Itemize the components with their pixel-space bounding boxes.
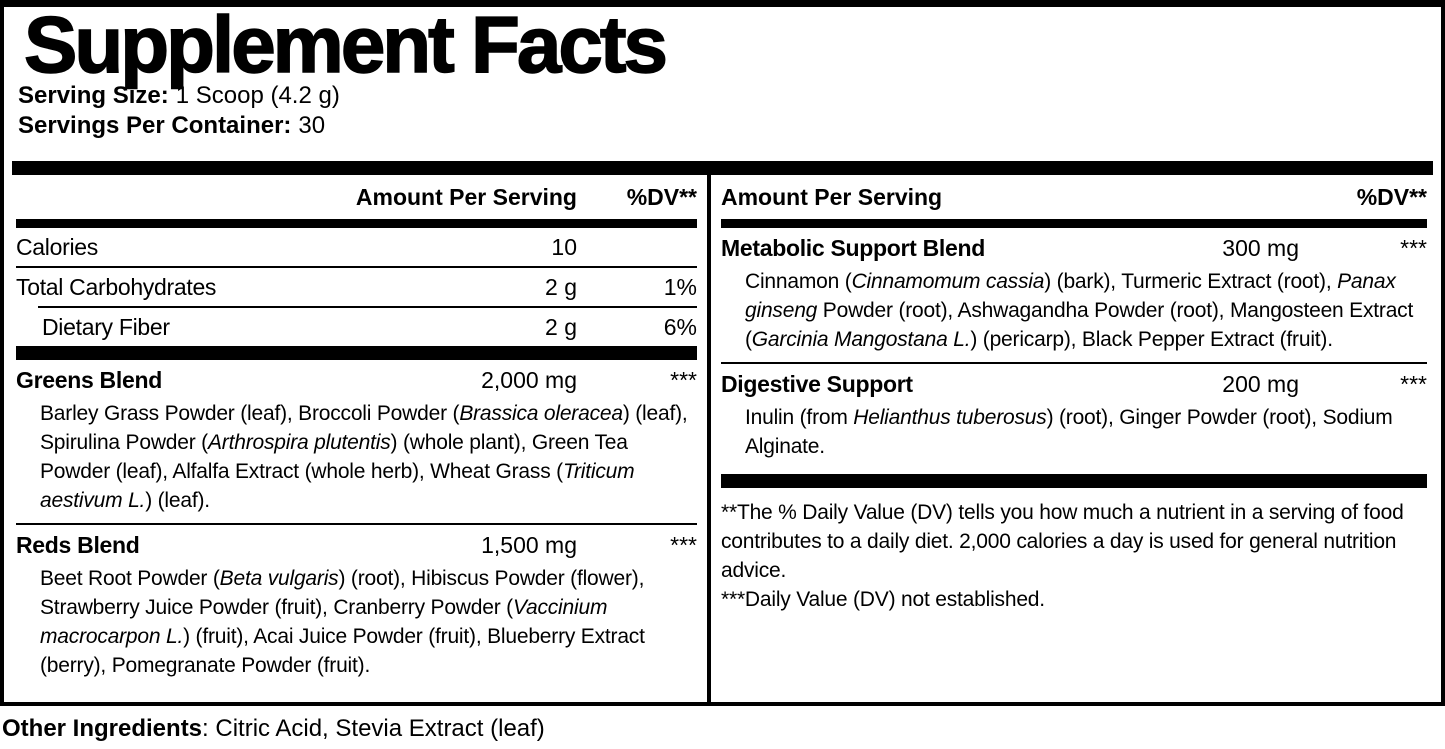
nutrient-amount: 2 g <box>545 313 577 340</box>
column-header-left <box>16 175 697 219</box>
blend-name: Metabolic Support Blend <box>721 234 985 261</box>
blend-ingredients-metabolic: Cinnamon (Cinnamomum cassia) (bark), Turmeric Extract (root), Panax ginseng Powder (root), Ashwagandha Powder (root), Mangosteen Extract (Garcinia Mangostana L.) (pericarp), Black Pepper Extract (fruit). <box>745 270 1414 351</box>
row-divider <box>16 523 697 525</box>
amount-per-serving-header: Amount Per Serving <box>355 183 577 210</box>
blend-row-digestive-support <box>721 366 1427 402</box>
row-divider <box>721 362 1427 364</box>
dv-header: %DV** <box>626 183 697 210</box>
serving-size-label: Serving Size: <box>18 82 169 109</box>
nutrient-name: Total Carbohydrates <box>16 273 217 300</box>
blend-ingredients-reds: Beet Root Powder (Beta vulgaris) (root), Hibiscus Powder (flower), Strawberry Juice Powder (fruit), Cranberry Powder (Vaccinium macrocarpon L.) (fruit), Acai Juice Powder (fruit), Blueberry Extract (berry), Pomegranate Powder (fruit). <box>40 567 645 677</box>
table-row-dietary-fiber <box>16 308 697 346</box>
dv-footnote-daily-value: **The % Daily Value (DV) tells you how much a nutrient in a serving of food contributes to a daily diet. 2,000 calories a day is used for general nutrition advice. <box>721 501 1404 582</box>
nutrient-dv: 1% <box>663 273 697 300</box>
dv-footnote <box>721 498 1427 614</box>
column-header-right <box>721 175 1427 219</box>
thick-divider-bar-mid-left <box>16 346 697 360</box>
nutrient-amount: 10 <box>551 233 577 260</box>
dv-footnote-not-established: ***Daily Value (DV) not established. <box>721 588 1045 611</box>
blend-row-metabolic-support <box>721 230 1427 266</box>
blend-name: Digestive Support <box>721 370 913 397</box>
thick-divider-bar-top <box>12 161 1433 175</box>
facts-table <box>12 175 1433 702</box>
nutrient-name: Calories <box>16 233 98 260</box>
table-row-total-carbohydrates <box>16 268 697 306</box>
blend-amount: 300 mg <box>1222 234 1299 261</box>
other-ingredients-label: Other Ingredients <box>2 715 203 742</box>
blend-ingredients-digestive: Inulin (from Helianthus tuberosus) (root), Ginger Powder (root), Sodium Alginate. <box>745 406 1393 458</box>
blend-dv: *** <box>670 531 697 558</box>
blend-name: Greens Blend <box>16 366 162 393</box>
blend-amount: 2,000 mg <box>481 366 577 393</box>
blend-dv: *** <box>1400 234 1427 261</box>
other-ingredients-value: : Citric Acid, Stevia Extract (leaf) <box>202 715 545 742</box>
blend-ingredients-greens: Barley Grass Powder (leaf), Broccoli Powder (Brassica oleracea) (leaf), Spirulina Powder (Arthrospira plutentis) (whole plant), Green Tea Powder (leaf), Alfalfa Extract (whole herb), Wheat Grass (Triticum aestivum L.) (leaf). <box>40 402 688 512</box>
amount-per-serving-header: Amount Per Serving <box>721 183 943 210</box>
nutrient-dv: 6% <box>663 313 697 340</box>
servings-per-container-value: 30 <box>298 112 326 139</box>
table-row-calories <box>16 228 697 266</box>
facts-column-right <box>711 175 1433 702</box>
blend-name: Reds Blend <box>16 531 140 558</box>
servings-per-container-label: Servings Per Container: <box>18 112 292 139</box>
thick-divider-bar-above-footnote <box>721 474 1427 488</box>
nutrient-amount: 2 g <box>545 273 577 300</box>
blend-row-reds <box>16 527 697 563</box>
blend-amount: 200 mg <box>1222 370 1299 397</box>
page-title: Supplement Facts <box>24 0 666 89</box>
thick-divider-bar-under-header <box>721 219 1427 228</box>
serving-size-value: 1 Scoop (4.2 g) <box>175 82 340 109</box>
thick-divider-bar-under-header <box>16 219 697 228</box>
serving-size-line <box>18 81 1433 111</box>
other-ingredients-line <box>2 714 545 744</box>
nutrient-name: Dietary Fiber <box>42 313 170 340</box>
blend-dv: *** <box>1400 370 1427 397</box>
blend-dv: *** <box>670 366 697 393</box>
dv-header: %DV** <box>1356 183 1427 210</box>
servings-per-container-line <box>18 111 1433 141</box>
facts-column-left <box>12 175 711 702</box>
blend-amount: 1,500 mg <box>481 531 577 558</box>
blend-row-greens <box>16 362 697 398</box>
